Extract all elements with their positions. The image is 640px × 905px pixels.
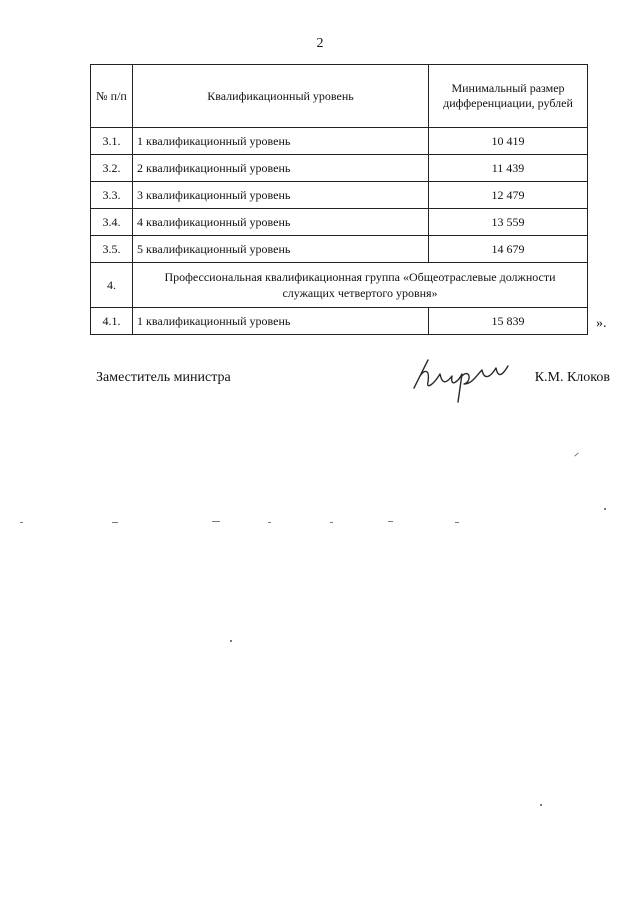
group-row <box>91 263 588 308</box>
row-level: 3 квалификационный уровень <box>133 182 429 209</box>
group-title <box>133 263 588 308</box>
row-num: 3.1. <box>91 128 133 155</box>
table-header-row <box>91 65 588 128</box>
row-level: 1 квалификационный уровень <box>133 128 429 155</box>
signer-position: Заместитель министра <box>96 370 231 385</box>
scan-mark <box>604 508 606 510</box>
row-level: 5 квалификационный уровень <box>133 236 429 263</box>
row-level: 1 квалификационный уровень <box>133 308 429 335</box>
signer-name: К.М. Клоков <box>534 370 610 385</box>
scan-mark <box>212 521 220 522</box>
group-title-line2: служащих четвертого уровня» <box>282 286 438 300</box>
table-row <box>91 182 588 209</box>
row-value: 11 439 <box>429 155 588 182</box>
scan-mark <box>540 804 542 806</box>
row-num: 3.3. <box>91 182 133 209</box>
scan-mark <box>388 521 393 522</box>
closing-quote: ». <box>596 316 607 331</box>
scan-mark <box>574 453 578 457</box>
row-num: 3.2. <box>91 155 133 182</box>
row-num: 4.1. <box>91 308 133 335</box>
scan-mark <box>330 522 333 523</box>
row-value: 14 679 <box>429 236 588 263</box>
row-num: 3.5. <box>91 236 133 263</box>
scan-mark <box>112 522 118 523</box>
scan-mark <box>455 522 459 523</box>
scan-mark <box>268 522 271 523</box>
group-num: 4. <box>91 263 133 308</box>
scan-mark <box>20 522 23 523</box>
table-row <box>91 155 588 182</box>
header-value-line2: дифференциации, рублей <box>443 96 573 110</box>
row-value: 15 839 <box>429 308 588 335</box>
header-value <box>429 65 588 128</box>
row-num: 3.4. <box>91 209 133 236</box>
header-level: Квалификационный уровень <box>133 65 429 128</box>
group-title-line1: Профессиональная квалификационная группа «Общеотраслевые должности <box>164 270 556 284</box>
row-level: 4 квалификационный уровень <box>133 209 429 236</box>
row-level: 2 квалификационный уровень <box>133 155 429 182</box>
row-value: 13 559 <box>429 209 588 236</box>
table-row <box>91 209 588 236</box>
differentiation-table <box>90 64 588 335</box>
header-value-line1: Минимальный размер <box>451 81 565 95</box>
scan-mark <box>230 640 232 642</box>
row-value: 10 419 <box>429 128 588 155</box>
signature-block <box>96 366 610 406</box>
table-row <box>91 236 588 263</box>
header-num: № п/п <box>91 65 133 128</box>
table-row <box>91 128 588 155</box>
table-row <box>91 308 588 335</box>
row-value: 12 479 <box>429 182 588 209</box>
handwritten-signature-icon <box>406 354 516 406</box>
page-number: 2 <box>316 36 324 51</box>
